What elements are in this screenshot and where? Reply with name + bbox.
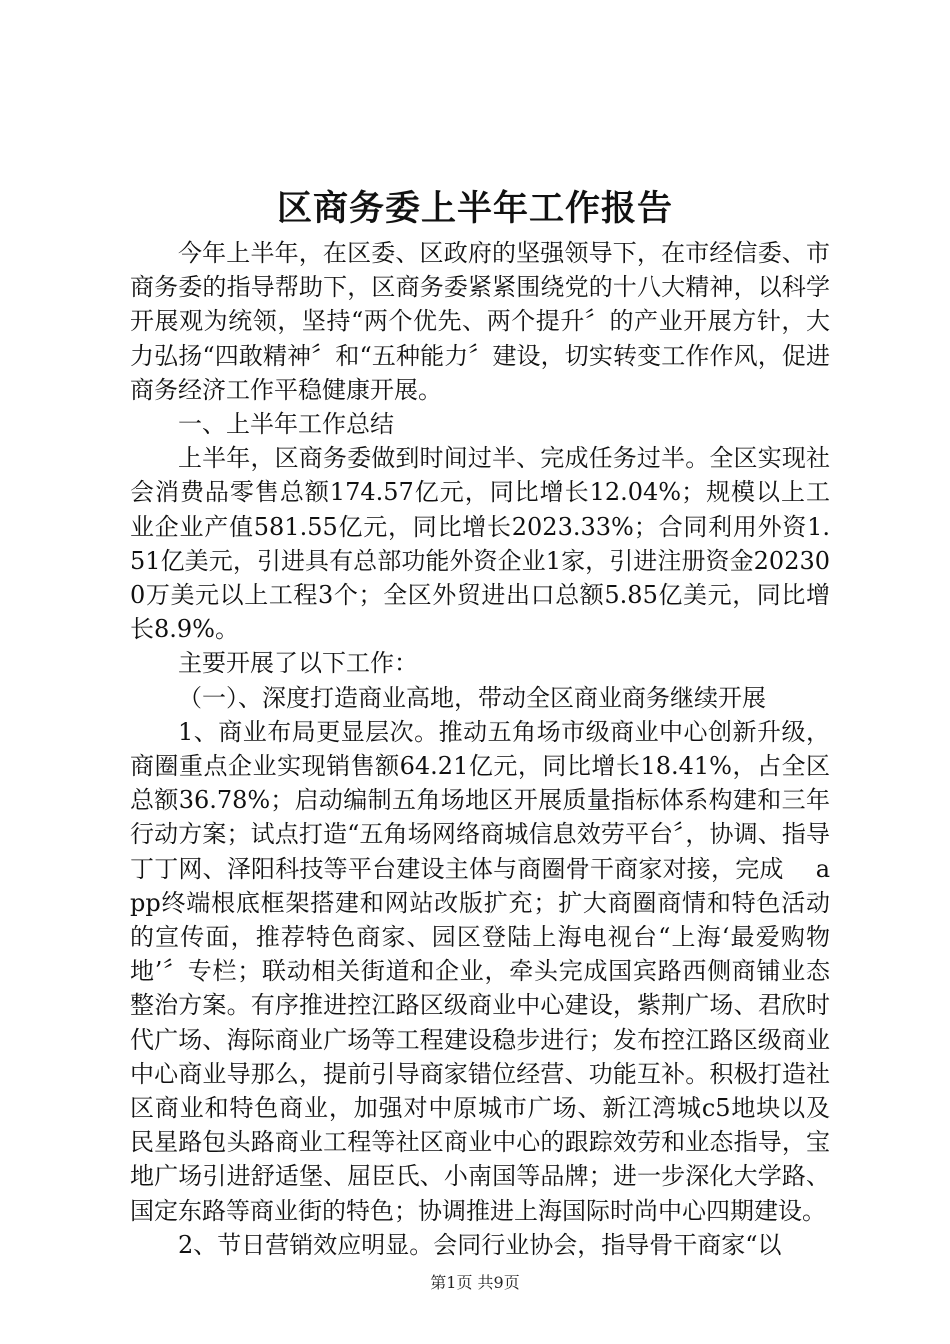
- holiday-marketing-paragraph: 2、节日营销效应明显。会同行业协会，指导骨干商家“以: [178, 1230, 782, 1259]
- intro-paragraph: 今年上半年，在区委、区政府的坚强领导下，在市经信委、市商务委的指导帮助下，区商务委紧紧围绕党的十八大精神，以科学开展观为统领，坚持“两个优先、两个提升〞的产业开展方针，大力弘扬“四敢精神〞和“五种能力〞建设，切实转变工作作风，促进商务经济工作平稳健康开展。: [130, 239, 830, 404]
- page-number-footer: 第1页 共9页: [430, 1273, 520, 1292]
- document-title: 区商务委上半年工作报告: [276, 188, 673, 229]
- summary-paragraph: 上半年，区商务委做到时间过半、完成任务过半。全区实现社会消费品零售总额174.57亿元，同比增长12.04%；规模以上工业企业产值581.55亿元，同比增长2023.33%；合同利用外资1.51亿美元，引进具有总部功能外资企业1家，引进注册资金202300万美元以上工程3个；全区外贸进出口总额5.85亿美元，同比增长8.9%。: [130, 444, 830, 644]
- document-body: [130, 236, 830, 1262]
- commerce-layout-paragraph: 1、商业布局更显层次。推动五角场市级商业中心创新升级，商圈重点企业实现销售额64.21亿元，同比增长18.41%，占全区总额36.78%；启动编制五角场地区开展质量指标体系构建和三年行动方案；试点打造“五角场网络商城信息效劳平台〞，协调、指导丁丁网、泽阳科技等平台建设主体与商圈骨干商家对接，完成 app终端根底框架搭建和网站改版扩充；扩大商圈商情和特色活动的宣传面，推荐特色商家、园区登陆上海电视台“上海‘最爱购物地’〞专栏；联动相关街道和企业，牵头完成国宾路西侧商铺业态整治方案。有序推进控江路区级商业中心建设，紫荆广场、君欣时代广场、海际商业广场等工程建设稳步进行；发布控江路区级商业中心商业导那么，提前引导商家错位经营、功能互补。积极打造社区商业和特色商业，加强对中原城市广场、新江湾城c5地块以及民星路包头路商业工程等社区商业中心的跟踪效劳和业态指导，宝地广场引进舒适堡、屈臣氏、小南国等品牌；进一步深化大学路、国定东路等商业街的特色；协调推进上海国际时尚中心四期建设。: [130, 717, 830, 1225]
- work-intro-paragraph: 主要开展了以下工作：: [178, 649, 418, 678]
- section-heading-summary: 一、上半年工作总结: [178, 410, 394, 439]
- subsection-heading-commerce: （一）、深度打造商业高地，带动全区商业商务继续开展: [178, 683, 766, 712]
